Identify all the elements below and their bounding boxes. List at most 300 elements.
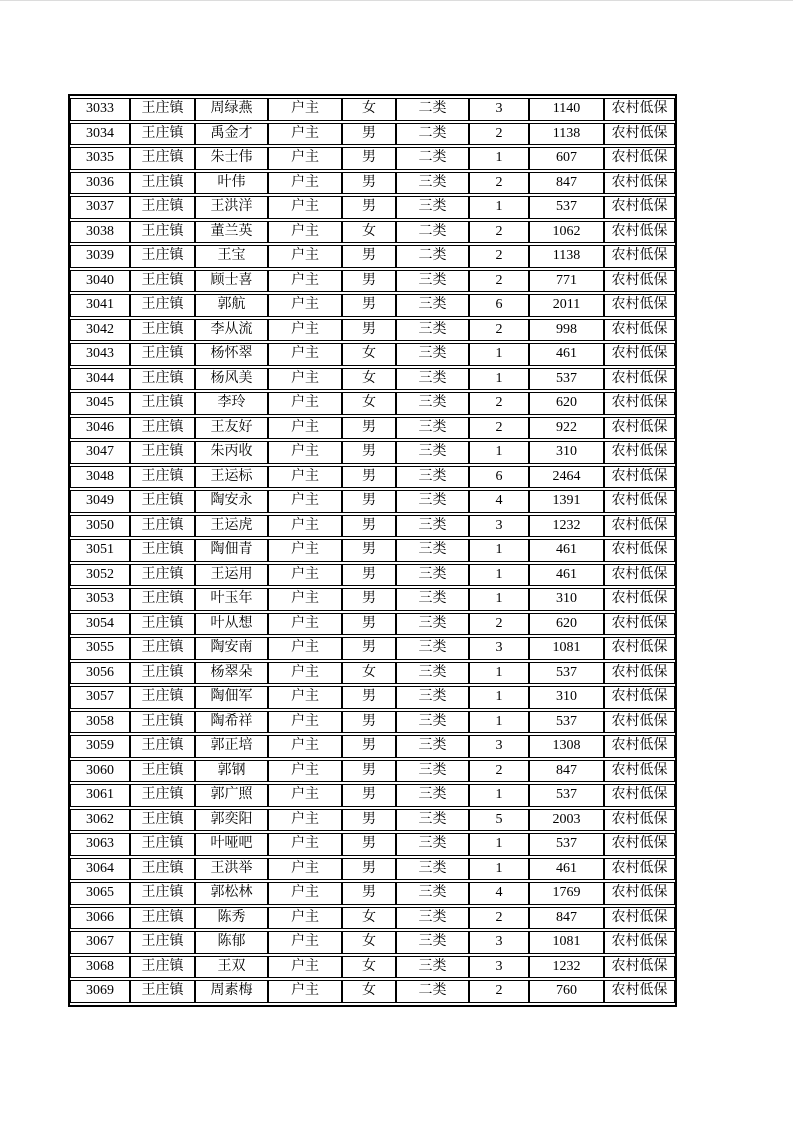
cell-amount: 537	[529, 196, 604, 219]
cell-name: 陶安永	[195, 490, 268, 513]
cell-name: 王友好	[195, 417, 268, 440]
cell-relation: 户主	[268, 760, 342, 783]
cell-id: 3054	[70, 613, 130, 636]
cell-relation: 户主	[268, 539, 342, 562]
cell-id: 3048	[70, 466, 130, 489]
cell-relation: 户主	[268, 882, 342, 905]
cell-name: 郭广照	[195, 784, 268, 807]
table-row	[70, 564, 675, 587]
cell-relation: 户主	[268, 417, 342, 440]
cell-name: 杨怀翠	[195, 343, 268, 366]
cell-name: 王运标	[195, 466, 268, 489]
cell-amount: 537	[529, 368, 604, 391]
table-row	[70, 637, 675, 660]
cell-town: 王庄镇	[130, 931, 195, 954]
cell-welfare-type: 农村低保	[604, 270, 675, 293]
cell-id: 3045	[70, 392, 130, 415]
cell-gender: 男	[342, 809, 396, 832]
cell-town: 王庄镇	[130, 588, 195, 611]
cell-name: 王洪洋	[195, 196, 268, 219]
cell-gender: 女	[342, 907, 396, 930]
cell-members: 1	[469, 564, 529, 587]
cell-town: 王庄镇	[130, 711, 195, 734]
cell-relation: 户主	[268, 956, 342, 979]
cell-amount: 310	[529, 441, 604, 464]
cell-category: 三类	[396, 760, 469, 783]
cell-amount: 461	[529, 858, 604, 881]
cell-category: 三类	[396, 686, 469, 709]
cell-relation: 户主	[268, 784, 342, 807]
cell-welfare-type: 农村低保	[604, 711, 675, 734]
cell-members: 1	[469, 711, 529, 734]
cell-relation: 户主	[268, 172, 342, 195]
cell-gender: 女	[342, 343, 396, 366]
cell-relation: 户主	[268, 637, 342, 660]
cell-amount: 537	[529, 662, 604, 685]
cell-gender: 男	[342, 196, 396, 219]
cell-amount: 1081	[529, 637, 604, 660]
cell-name: 郭松林	[195, 882, 268, 905]
cell-relation: 户主	[268, 245, 342, 268]
cell-id: 3055	[70, 637, 130, 660]
table-row	[70, 735, 675, 758]
cell-town: 王庄镇	[130, 833, 195, 856]
cell-gender: 男	[342, 319, 396, 342]
cell-members: 6	[469, 466, 529, 489]
records-table	[68, 94, 677, 1007]
cell-name: 董兰英	[195, 221, 268, 244]
cell-name: 叶伟	[195, 172, 268, 195]
cell-id: 3034	[70, 123, 130, 146]
cell-welfare-type: 农村低保	[604, 760, 675, 783]
cell-gender: 女	[342, 956, 396, 979]
cell-amount: 1140	[529, 98, 604, 121]
cell-town: 王庄镇	[130, 907, 195, 930]
cell-id: 3058	[70, 711, 130, 734]
table-row	[70, 539, 675, 562]
table-row	[70, 319, 675, 342]
cell-gender: 男	[342, 735, 396, 758]
cell-category: 三类	[396, 392, 469, 415]
cell-members: 1	[469, 368, 529, 391]
records-table-container	[68, 94, 677, 1007]
cell-gender: 男	[342, 123, 396, 146]
cell-members: 3	[469, 956, 529, 979]
cell-gender: 男	[342, 711, 396, 734]
cell-name: 杨风美	[195, 368, 268, 391]
cell-name: 郭航	[195, 294, 268, 317]
cell-category: 三类	[396, 172, 469, 195]
cell-town: 王庄镇	[130, 564, 195, 587]
cell-welfare-type: 农村低保	[604, 196, 675, 219]
cell-relation: 户主	[268, 490, 342, 513]
cell-relation: 户主	[268, 294, 342, 317]
cell-relation: 户主	[268, 343, 342, 366]
table-row	[70, 784, 675, 807]
cell-gender: 女	[342, 392, 396, 415]
cell-members: 4	[469, 882, 529, 905]
cell-name: 王双	[195, 956, 268, 979]
cell-relation: 户主	[268, 907, 342, 930]
cell-gender: 男	[342, 784, 396, 807]
cell-members: 2	[469, 221, 529, 244]
cell-amount: 607	[529, 147, 604, 170]
cell-category: 三类	[396, 956, 469, 979]
cell-category: 三类	[396, 882, 469, 905]
cell-amount: 310	[529, 686, 604, 709]
table-row	[70, 98, 675, 121]
cell-amount: 537	[529, 833, 604, 856]
cell-amount: 922	[529, 417, 604, 440]
cell-town: 王庄镇	[130, 221, 195, 244]
cell-welfare-type: 农村低保	[604, 784, 675, 807]
table-row	[70, 858, 675, 881]
cell-gender: 男	[342, 270, 396, 293]
cell-welfare-type: 农村低保	[604, 931, 675, 954]
cell-id: 3047	[70, 441, 130, 464]
cell-amount: 847	[529, 760, 604, 783]
cell-welfare-type: 农村低保	[604, 809, 675, 832]
table-row	[70, 490, 675, 513]
cell-town: 王庄镇	[130, 270, 195, 293]
cell-town: 王庄镇	[130, 809, 195, 832]
cell-members: 2	[469, 760, 529, 783]
cell-town: 王庄镇	[130, 294, 195, 317]
cell-category: 三类	[396, 368, 469, 391]
cell-welfare-type: 农村低保	[604, 539, 675, 562]
cell-category: 三类	[396, 319, 469, 342]
cell-amount: 760	[529, 980, 604, 1003]
cell-name: 周绿燕	[195, 98, 268, 121]
table-row	[70, 466, 675, 489]
cell-gender: 男	[342, 147, 396, 170]
cell-amount: 1769	[529, 882, 604, 905]
cell-name: 王运虎	[195, 515, 268, 538]
table-row	[70, 441, 675, 464]
cell-category: 三类	[396, 662, 469, 685]
cell-welfare-type: 农村低保	[604, 392, 675, 415]
cell-id: 3068	[70, 956, 130, 979]
table-row	[70, 172, 675, 195]
cell-members: 2	[469, 245, 529, 268]
cell-category: 三类	[396, 613, 469, 636]
cell-name: 陶佃军	[195, 686, 268, 709]
cell-category: 二类	[396, 221, 469, 244]
cell-category: 二类	[396, 147, 469, 170]
cell-amount: 461	[529, 539, 604, 562]
cell-welfare-type: 农村低保	[604, 441, 675, 464]
cell-gender: 男	[342, 588, 396, 611]
table-row	[70, 588, 675, 611]
cell-category: 三类	[396, 196, 469, 219]
cell-amount: 461	[529, 343, 604, 366]
cell-gender: 男	[342, 637, 396, 660]
cell-relation: 户主	[268, 441, 342, 464]
table-row	[70, 294, 675, 317]
cell-category: 三类	[396, 588, 469, 611]
cell-welfare-type: 农村低保	[604, 686, 675, 709]
table-row	[70, 760, 675, 783]
cell-members: 2	[469, 172, 529, 195]
cell-town: 王庄镇	[130, 956, 195, 979]
cell-town: 王庄镇	[130, 392, 195, 415]
cell-relation: 户主	[268, 711, 342, 734]
cell-id: 3043	[70, 343, 130, 366]
cell-members: 1	[469, 588, 529, 611]
cell-id: 3057	[70, 686, 130, 709]
cell-category: 三类	[396, 637, 469, 660]
cell-category: 二类	[396, 980, 469, 1003]
cell-welfare-type: 农村低保	[604, 368, 675, 391]
cell-name: 郭正培	[195, 735, 268, 758]
cell-gender: 女	[342, 980, 396, 1003]
cell-id: 3035	[70, 147, 130, 170]
cell-name: 禹金才	[195, 123, 268, 146]
cell-welfare-type: 农村低保	[604, 515, 675, 538]
cell-welfare-type: 农村低保	[604, 564, 675, 587]
cell-members: 2	[469, 319, 529, 342]
cell-gender: 男	[342, 686, 396, 709]
cell-name: 李从流	[195, 319, 268, 342]
cell-gender: 男	[342, 294, 396, 317]
cell-relation: 户主	[268, 735, 342, 758]
cell-relation: 户主	[268, 123, 342, 146]
cell-amount: 461	[529, 564, 604, 587]
cell-name: 李玲	[195, 392, 268, 415]
cell-id: 3056	[70, 662, 130, 685]
cell-gender: 男	[342, 539, 396, 562]
cell-gender: 男	[342, 760, 396, 783]
cell-welfare-type: 农村低保	[604, 637, 675, 660]
cell-welfare-type: 农村低保	[604, 172, 675, 195]
cell-amount: 1391	[529, 490, 604, 513]
cell-name: 杨翠朵	[195, 662, 268, 685]
cell-name: 陈秀	[195, 907, 268, 930]
cell-welfare-type: 农村低保	[604, 343, 675, 366]
cell-welfare-type: 农村低保	[604, 882, 675, 905]
table-row	[70, 809, 675, 832]
cell-town: 王庄镇	[130, 441, 195, 464]
cell-welfare-type: 农村低保	[604, 466, 675, 489]
cell-name: 顾士喜	[195, 270, 268, 293]
cell-town: 王庄镇	[130, 196, 195, 219]
cell-id: 3042	[70, 319, 130, 342]
cell-town: 王庄镇	[130, 147, 195, 170]
cell-welfare-type: 农村低保	[604, 490, 675, 513]
cell-name: 王宝	[195, 245, 268, 268]
cell-gender: 女	[342, 662, 396, 685]
table-row	[70, 147, 675, 170]
cell-relation: 户主	[268, 613, 342, 636]
cell-relation: 户主	[268, 931, 342, 954]
cell-name: 陶佃青	[195, 539, 268, 562]
cell-category: 三类	[396, 515, 469, 538]
cell-relation: 户主	[268, 319, 342, 342]
cell-members: 1	[469, 686, 529, 709]
cell-town: 王庄镇	[130, 490, 195, 513]
cell-town: 王庄镇	[130, 98, 195, 121]
cell-category: 二类	[396, 123, 469, 146]
cell-town: 王庄镇	[130, 172, 195, 195]
cell-town: 王庄镇	[130, 686, 195, 709]
cell-category: 三类	[396, 417, 469, 440]
cell-town: 王庄镇	[130, 466, 195, 489]
cell-members: 3	[469, 98, 529, 121]
cell-welfare-type: 农村低保	[604, 294, 675, 317]
cell-welfare-type: 农村低保	[604, 980, 675, 1003]
cell-category: 三类	[396, 270, 469, 293]
cell-town: 王庄镇	[130, 123, 195, 146]
cell-members: 6	[469, 294, 529, 317]
cell-amount: 847	[529, 172, 604, 195]
cell-gender: 男	[342, 441, 396, 464]
cell-amount: 620	[529, 613, 604, 636]
cell-amount: 998	[529, 319, 604, 342]
table-row	[70, 686, 675, 709]
cell-id: 3066	[70, 907, 130, 930]
cell-welfare-type: 农村低保	[604, 907, 675, 930]
cell-town: 王庄镇	[130, 784, 195, 807]
cell-category: 三类	[396, 907, 469, 930]
cell-amount: 537	[529, 711, 604, 734]
cell-members: 2	[469, 980, 529, 1003]
cell-relation: 户主	[268, 588, 342, 611]
cell-welfare-type: 农村低保	[604, 613, 675, 636]
cell-name: 陈郁	[195, 931, 268, 954]
cell-members: 2	[469, 417, 529, 440]
cell-id: 3044	[70, 368, 130, 391]
cell-relation: 户主	[268, 980, 342, 1003]
cell-id: 3065	[70, 882, 130, 905]
cell-gender: 男	[342, 417, 396, 440]
cell-town: 王庄镇	[130, 858, 195, 881]
cell-name: 郭奕阳	[195, 809, 268, 832]
cell-town: 王庄镇	[130, 613, 195, 636]
cell-amount: 771	[529, 270, 604, 293]
cell-category: 二类	[396, 245, 469, 268]
cell-welfare-type: 农村低保	[604, 956, 675, 979]
cell-relation: 户主	[268, 833, 342, 856]
cell-relation: 户主	[268, 147, 342, 170]
cell-town: 王庄镇	[130, 343, 195, 366]
cell-relation: 户主	[268, 809, 342, 832]
cell-town: 王庄镇	[130, 662, 195, 685]
cell-category: 三类	[396, 564, 469, 587]
cell-members: 1	[469, 539, 529, 562]
table-row	[70, 270, 675, 293]
table-row	[70, 833, 675, 856]
table-row	[70, 343, 675, 366]
cell-members: 1	[469, 196, 529, 219]
cell-id: 3062	[70, 809, 130, 832]
cell-name: 叶玉年	[195, 588, 268, 611]
cell-name: 叶从想	[195, 613, 268, 636]
cell-members: 2	[469, 613, 529, 636]
cell-members: 1	[469, 343, 529, 366]
table-row	[70, 662, 675, 685]
cell-name: 朱士伟	[195, 147, 268, 170]
cell-relation: 户主	[268, 662, 342, 685]
cell-welfare-type: 农村低保	[604, 319, 675, 342]
cell-id: 3041	[70, 294, 130, 317]
cell-relation: 户主	[268, 686, 342, 709]
cell-id: 3063	[70, 833, 130, 856]
cell-id: 3061	[70, 784, 130, 807]
cell-amount: 847	[529, 907, 604, 930]
cell-town: 王庄镇	[130, 319, 195, 342]
cell-gender: 男	[342, 490, 396, 513]
cell-welfare-type: 农村低保	[604, 588, 675, 611]
cell-members: 1	[469, 833, 529, 856]
cell-id: 3046	[70, 417, 130, 440]
cell-amount: 310	[529, 588, 604, 611]
cell-gender: 男	[342, 466, 396, 489]
cell-relation: 户主	[268, 515, 342, 538]
cell-welfare-type: 农村低保	[604, 735, 675, 758]
cell-gender: 男	[342, 613, 396, 636]
cell-name: 王洪举	[195, 858, 268, 881]
cell-name: 陶安南	[195, 637, 268, 660]
cell-amount: 620	[529, 392, 604, 415]
cell-relation: 户主	[268, 221, 342, 244]
cell-amount: 1138	[529, 123, 604, 146]
cell-category: 三类	[396, 931, 469, 954]
table-row	[70, 907, 675, 930]
cell-category: 三类	[396, 490, 469, 513]
cell-id: 3059	[70, 735, 130, 758]
cell-amount: 1308	[529, 735, 604, 758]
cell-town: 王庄镇	[130, 245, 195, 268]
cell-town: 王庄镇	[130, 882, 195, 905]
cell-id: 3053	[70, 588, 130, 611]
cell-name: 朱丙收	[195, 441, 268, 464]
table-row	[70, 711, 675, 734]
cell-id: 3049	[70, 490, 130, 513]
cell-amount: 2464	[529, 466, 604, 489]
cell-category: 三类	[396, 539, 469, 562]
cell-relation: 户主	[268, 392, 342, 415]
cell-town: 王庄镇	[130, 637, 195, 660]
cell-relation: 户主	[268, 368, 342, 391]
cell-gender: 男	[342, 882, 396, 905]
cell-category: 三类	[396, 466, 469, 489]
cell-gender: 男	[342, 858, 396, 881]
cell-category: 三类	[396, 809, 469, 832]
cell-name: 周素梅	[195, 980, 268, 1003]
cell-name: 叶哑吧	[195, 833, 268, 856]
table-row	[70, 368, 675, 391]
cell-amount: 1081	[529, 931, 604, 954]
cell-welfare-type: 农村低保	[604, 147, 675, 170]
cell-members: 4	[469, 490, 529, 513]
cell-members: 1	[469, 441, 529, 464]
cell-welfare-type: 农村低保	[604, 123, 675, 146]
cell-amount: 1232	[529, 956, 604, 979]
cell-relation: 户主	[268, 196, 342, 219]
cell-category: 三类	[396, 735, 469, 758]
cell-id: 3037	[70, 196, 130, 219]
cell-gender: 女	[342, 931, 396, 954]
cell-amount: 2011	[529, 294, 604, 317]
table-row	[70, 515, 675, 538]
cell-id: 3051	[70, 539, 130, 562]
cell-id: 3052	[70, 564, 130, 587]
table-row	[70, 392, 675, 415]
cell-town: 王庄镇	[130, 368, 195, 391]
table-row	[70, 123, 675, 146]
cell-id: 3038	[70, 221, 130, 244]
cell-category: 三类	[396, 441, 469, 464]
